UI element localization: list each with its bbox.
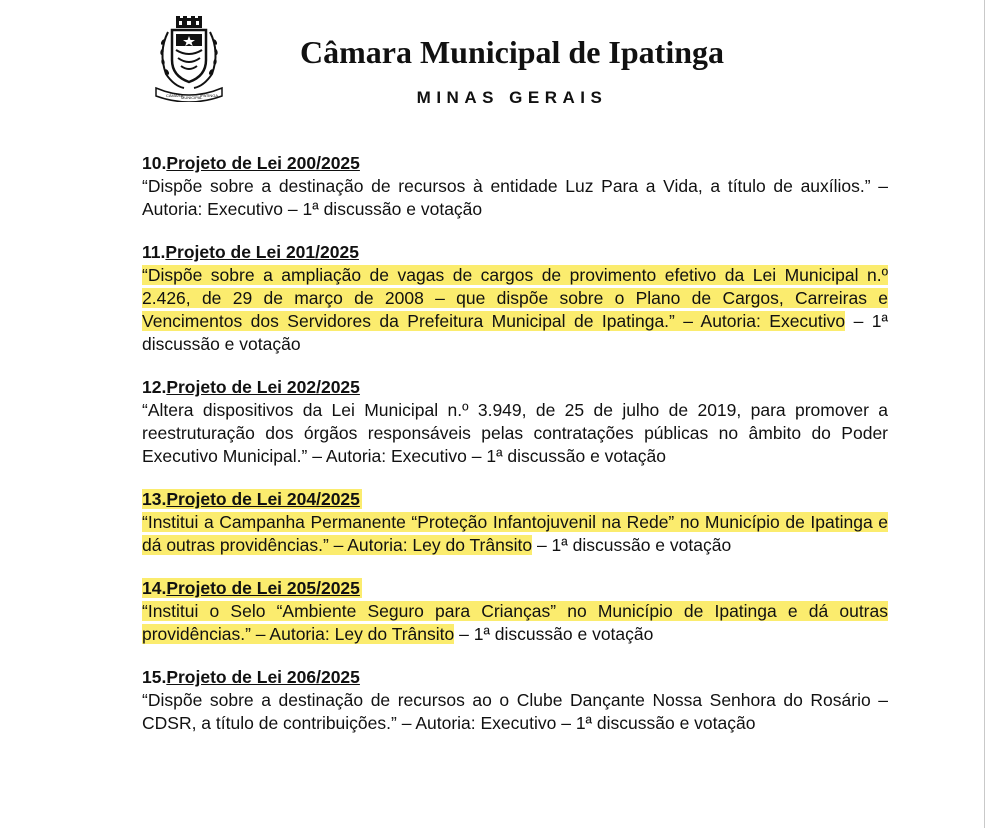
agenda-item-description <box>142 399 888 468</box>
agenda-item <box>142 152 888 221</box>
law-project-title: Projeto de Lei 205/2025 <box>166 578 360 598</box>
agenda-item-heading <box>142 376 888 399</box>
municipal-crest-logo <box>154 16 224 102</box>
agenda-item <box>142 666 888 735</box>
agenda-item-heading <box>142 488 888 511</box>
item-number: 15. <box>142 667 167 687</box>
law-project-title: Projeto de Lei 200/2025 <box>166 153 360 173</box>
agenda-item-heading <box>142 152 888 175</box>
agenda-item-heading <box>142 577 888 600</box>
item-number: 11. <box>142 242 166 262</box>
description-text: – 1ª discussão e votação <box>532 535 732 555</box>
description-text: – 1ª discussão e votação <box>142 311 888 354</box>
agenda-item-heading <box>142 666 888 689</box>
document-header <box>0 0 988 130</box>
page-title: Câmara Municipal de Ipatinga <box>299 34 725 70</box>
highlighted-heading <box>142 489 362 509</box>
agenda-item <box>142 241 888 356</box>
agenda-item-description <box>142 600 888 646</box>
highlighted-text: “Institui o Selo “Ambiente Seguro para Crianças” no Município de Ipatinga e dá outras providências.” – Autoria: Ley do Trânsito <box>142 601 888 644</box>
law-project-title: Projeto de Lei 204/2025 <box>166 489 360 509</box>
description-text: “Dispõe sobre a destinação de recursos à entidade Luz Para a Vida, a título de auxílios.” – Autoria: Executivo – 1ª discussão e votação <box>142 176 888 219</box>
agenda-item-list <box>142 152 888 735</box>
agenda-item-heading <box>142 241 888 264</box>
item-number: 12. <box>142 377 167 397</box>
agenda-item-description <box>142 689 888 735</box>
description-text: – 1ª discussão e votação <box>454 624 654 644</box>
law-project-title: Projeto de Lei 202/2025 <box>166 377 360 397</box>
agenda-item-description <box>142 511 888 557</box>
agenda-item-description <box>142 175 888 221</box>
agenda-item-description <box>142 264 888 356</box>
agenda-item <box>142 577 888 646</box>
crest-ribbon-text-2: MUNICIPAL <box>181 95 203 100</box>
crest-ribbon-text-1: CÂMARA <box>166 93 184 98</box>
law-project-title: Projeto de Lei 201/2025 <box>165 242 359 262</box>
agenda-item <box>142 488 888 557</box>
description-text: “Altera dispositivos da Lei Municipal n.º 3.949, de 25 de julho de 2019, para promover a reestruturação dos órgãos responsáveis pelas contratações públicas no âmbito do Poder Executivo Municipal.” – Autoria: Executivo – 1ª discussão e votação <box>142 400 888 466</box>
highlighted-text: “Institui a Campanha Permanente “Proteção Infantojuvenil na Rede” no Município de Ipatinga e dá outras providências.” – Autoria: Ley do Trânsito <box>142 512 888 555</box>
law-project-title: Projeto de Lei 206/2025 <box>166 667 360 687</box>
description-text: “Dispõe sobre a destinação de recursos ao o Clube Dançante Nossa Senhora do Rosário – CDSR, a título de contribuições.” – Autoria: Executivo – 1ª discussão e votação <box>142 690 888 733</box>
highlighted-text: “Dispõe sobre a ampliação de vagas de cargos de provimento efetivo da Lei Municipal n.º 2.426, de 29 de março de 2008 – que dispõe sobre o Plano de Cargos, Carreiras e Vencimentos dos Servidores da Prefeitura Municipal de Ipatinga.” – Autoria: Executivo <box>142 265 888 331</box>
highlighted-heading <box>142 578 362 598</box>
agenda-item <box>142 376 888 468</box>
item-number: 14. <box>142 578 167 598</box>
page-subtitle: MINAS GERAIS <box>416 88 608 107</box>
crest-ribbon-text-3: IPATINGA <box>200 93 219 98</box>
item-number: 13. <box>142 489 167 509</box>
item-number: 10. <box>142 153 167 173</box>
